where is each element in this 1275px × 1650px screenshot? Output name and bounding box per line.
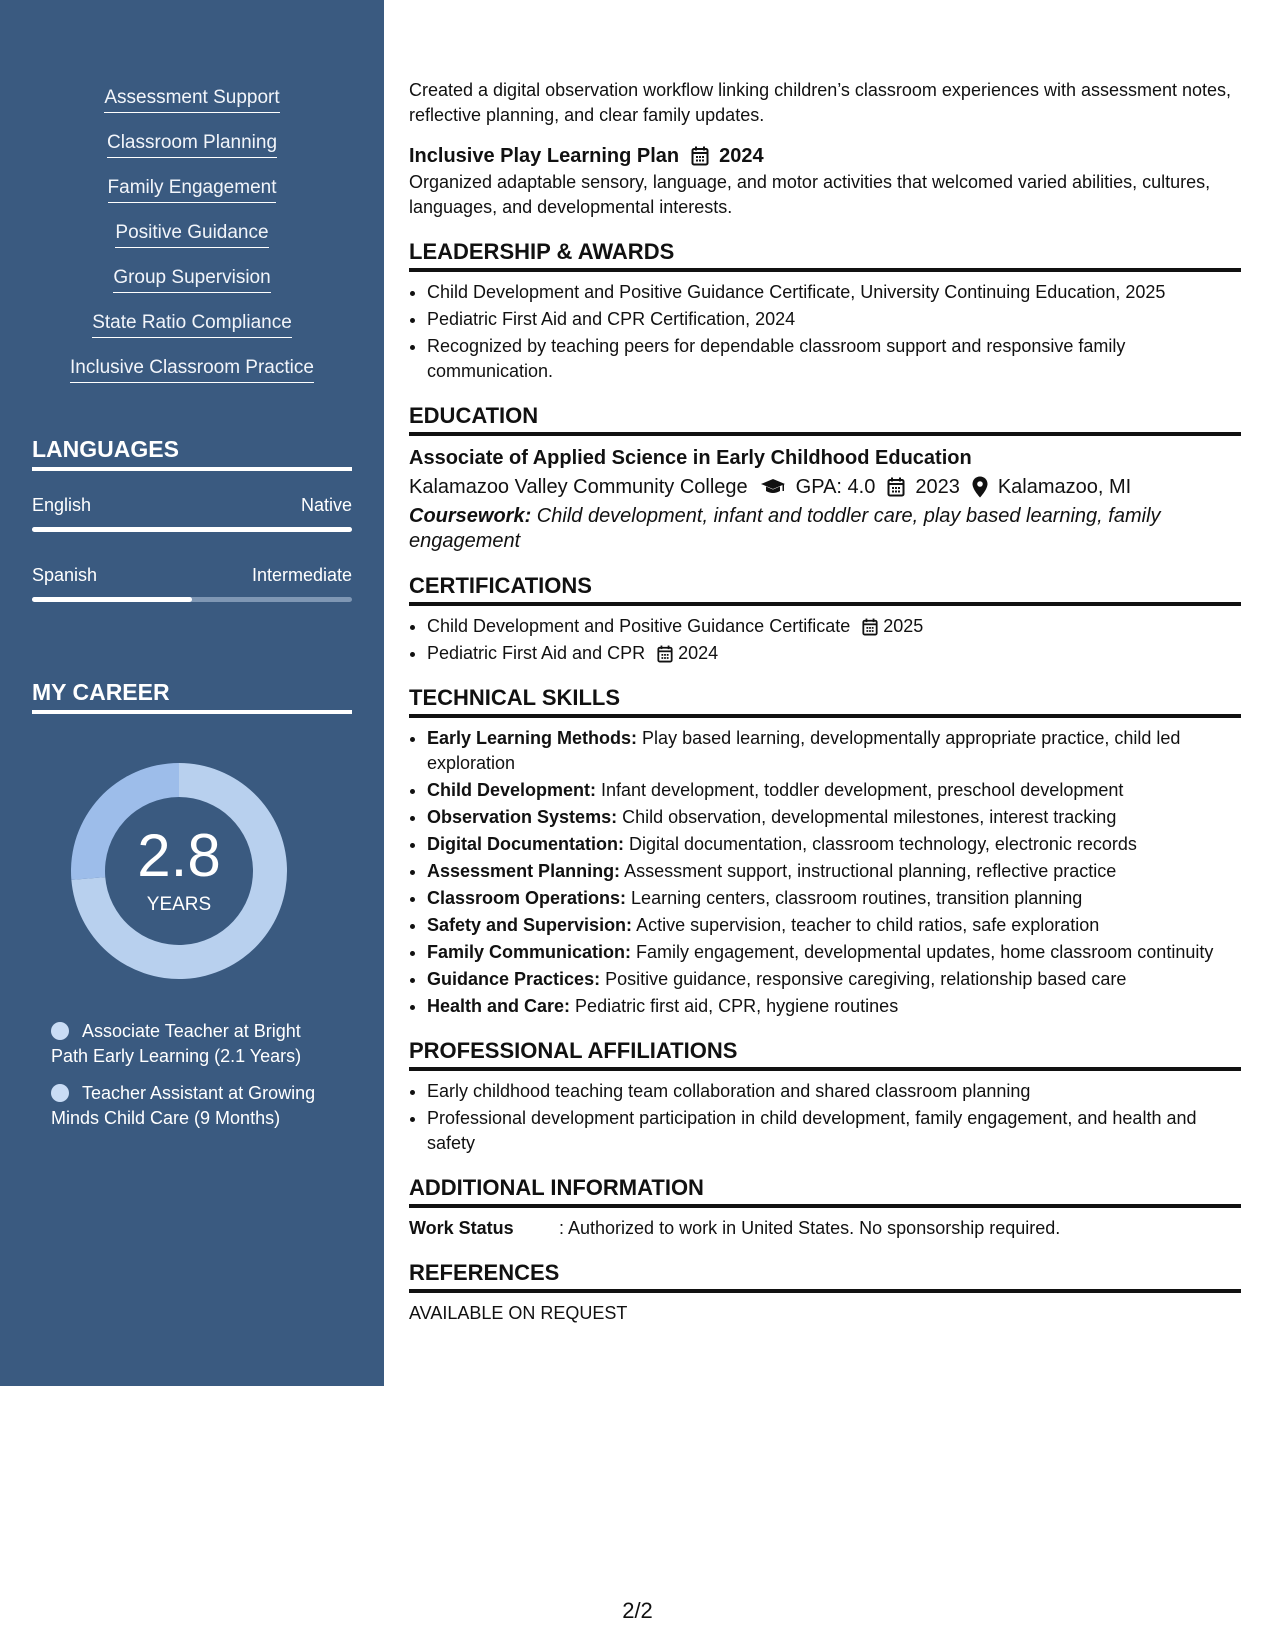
references-text: AVAILABLE ON REQUEST (409, 1303, 628, 1323)
skill-entry (427, 994, 1241, 1019)
career-item (51, 1081, 341, 1131)
skill-item: Classroom Planning (107, 131, 277, 158)
project-description: Organized adaptable sensory, language, and motor activities that welcomed varied abilities, cultures, languages, and developmental interests. (409, 172, 1211, 217)
education-heading: EDUCATION (409, 402, 1241, 436)
page-number: 2/2 (622, 1598, 653, 1623)
languages-heading: LANGUAGES (32, 436, 352, 471)
skill-text: Infant development, toddler development, preschool development (596, 780, 1124, 800)
coursework-text: Child development, infant and toddler care, play based learning, family engagement (409, 505, 1161, 552)
list-item: • Child Development and Positive Guidance Certificate, University Continuing Education, 2025 (427, 280, 1241, 305)
technical-skills-heading: TECHNICAL SKILLS (409, 684, 1241, 718)
career-dot (51, 1084, 69, 1102)
language-level: Native (300, 495, 352, 515)
school-location: Kalamazoo, MI (997, 476, 1132, 498)
degree-title: Associate of Applied Science in Early Childhood Education (409, 447, 972, 469)
coursework-label: Coursework: (409, 505, 532, 527)
career-unit: YEARS (146, 894, 212, 915)
affiliations-list (409, 1079, 1241, 1156)
skill-label: Digital Documentation: (427, 834, 624, 854)
sidebar (0, 0, 384, 1386)
skill-label: Guidance Practices: (427, 969, 601, 989)
language-name: Spanish (32, 565, 98, 585)
certifications-heading: CERTIFICATIONS (409, 572, 1241, 606)
skill-label: Child Development: (427, 780, 597, 800)
career-total: 2.8 (137, 822, 221, 889)
skill-item: Assessment Support (104, 86, 279, 113)
career-heading: MY CAREER (32, 679, 352, 714)
language-bar (32, 597, 352, 602)
career-item-label: Teacher Assistant at Growing Minds Child Care (9 Months) (51, 1083, 316, 1128)
skill-entry (427, 913, 1241, 938)
certification-name: • Child Development and Positive Guidance Certificate (427, 616, 851, 636)
certification-item (427, 614, 1241, 639)
certification-item (427, 641, 1241, 666)
language-bar-fill (32, 597, 192, 602)
skill-label: Family Communication: (427, 942, 632, 962)
skill-label: Health and Care: (427, 996, 571, 1016)
skill-entry (427, 726, 1241, 776)
list-item: • Pediatric First Aid and CPR Certification, 2024 (427, 307, 1241, 332)
certifications-list (409, 614, 1241, 666)
leadership-heading: LEADERSHIP & AWARDS (409, 238, 1241, 272)
technical-skills-list (409, 726, 1241, 1019)
additional-info-heading: ADDITIONAL INFORMATION (409, 1174, 1241, 1208)
skill-label: Classroom Operations: (427, 888, 627, 908)
skill-entry (427, 940, 1241, 965)
graduation-year: 2023 (915, 476, 960, 498)
skill-entry (427, 778, 1241, 803)
certification-name: • Pediatric First Aid and CPR (427, 643, 646, 663)
language-spanish (32, 565, 352, 586)
calendar-icon (862, 618, 878, 636)
skill-text: Family engagement, developmental updates, home classroom continuity (631, 942, 1214, 962)
calendar-icon (887, 477, 905, 497)
list-item: • Recognized by teaching peers for dependable classroom support and responsive family communication. (427, 334, 1241, 384)
project-intro: Created a digital observation workflow linking children’s classroom experiences with assessment notes, reflective planning, and clear family updates. (409, 80, 1232, 125)
skill-text: Pediatric first aid, CPR, hygiene routines (570, 996, 899, 1016)
skill-entry (427, 967, 1241, 992)
language-bar-fill (32, 527, 352, 532)
skill-item: State Ratio Compliance (92, 311, 292, 338)
skill-text: Active supervision, teacher to child ratios, safe exploration (632, 915, 1100, 935)
certification-year: 2024 (678, 643, 719, 663)
language-name: English (32, 495, 92, 515)
career-item-label: Associate Teacher at Bright Path Early Learning (2.1 Years) (51, 1021, 302, 1066)
project-year: 2024 (719, 145, 764, 167)
skill-text: Play based learning, developmentally appropriate practice, child led exploration (427, 728, 1181, 773)
work-status-row (409, 1216, 1241, 1241)
gpa: GPA: 4.0 (795, 476, 876, 498)
project-title: Inclusive Play Learning Plan (409, 145, 680, 167)
skill-label: Early Learning Methods: (427, 728, 638, 748)
skill-entry (427, 832, 1241, 857)
skill-entry (427, 886, 1241, 911)
skill-item: Family Engagement (108, 176, 277, 203)
location-pin-icon (972, 476, 988, 498)
work-status-value: : Authorized to work in United States. No sponsorship required. (559, 1218, 1061, 1238)
skill-label: Observation Systems: (427, 807, 618, 827)
list-item: • Early childhood teaching team collaboration and shared classroom planning (427, 1079, 1241, 1104)
skill-text: Digital documentation, classroom technology, electronic records (624, 834, 1137, 854)
education-meta (409, 472, 1241, 502)
work-status-label: Work Status (409, 1218, 514, 1238)
language-bar (32, 527, 352, 532)
certification-year: 2025 (883, 616, 924, 636)
career-dot (51, 1022, 69, 1040)
calendar-icon (691, 146, 709, 166)
skill-item: Inclusive Classroom Practice (70, 356, 314, 383)
main-content (409, 78, 1241, 1326)
project-title-row (409, 142, 1241, 170)
list-item: • Professional development participation in child development, family engagement, and health and safety (427, 1106, 1241, 1156)
skill-text: Assessment support, instructional planning, reflective practice (620, 861, 1117, 881)
affiliations-heading: PROFESSIONAL AFFILIATIONS (409, 1037, 1241, 1071)
skill-list (0, 86, 384, 401)
skill-text: Positive guidance, responsive caregiving, relationship based care (600, 969, 1127, 989)
leadership-list (409, 280, 1241, 384)
skill-label: Assessment Planning: (427, 861, 621, 881)
language-level: Intermediate (251, 565, 352, 585)
career-donut-label (64, 756, 294, 986)
skill-entry (427, 805, 1241, 830)
skill-text: Learning centers, classroom routines, transition planning (626, 888, 1083, 908)
coursework (409, 504, 1241, 554)
skill-item: Group Supervision (113, 266, 270, 293)
language-english (32, 495, 352, 516)
skill-label: Safety and Supervision: (427, 915, 633, 935)
skill-item: Positive Guidance (115, 221, 268, 248)
skill-text: Child observation, developmental milestones, interest tracking (617, 807, 1117, 827)
career-item (51, 1019, 341, 1069)
skill-entry (427, 859, 1241, 884)
references-heading: REFERENCES (409, 1259, 1241, 1293)
school-name: Kalamazoo Valley Community College (409, 476, 748, 498)
graduation-cap-icon (760, 478, 786, 496)
calendar-icon (657, 645, 673, 663)
